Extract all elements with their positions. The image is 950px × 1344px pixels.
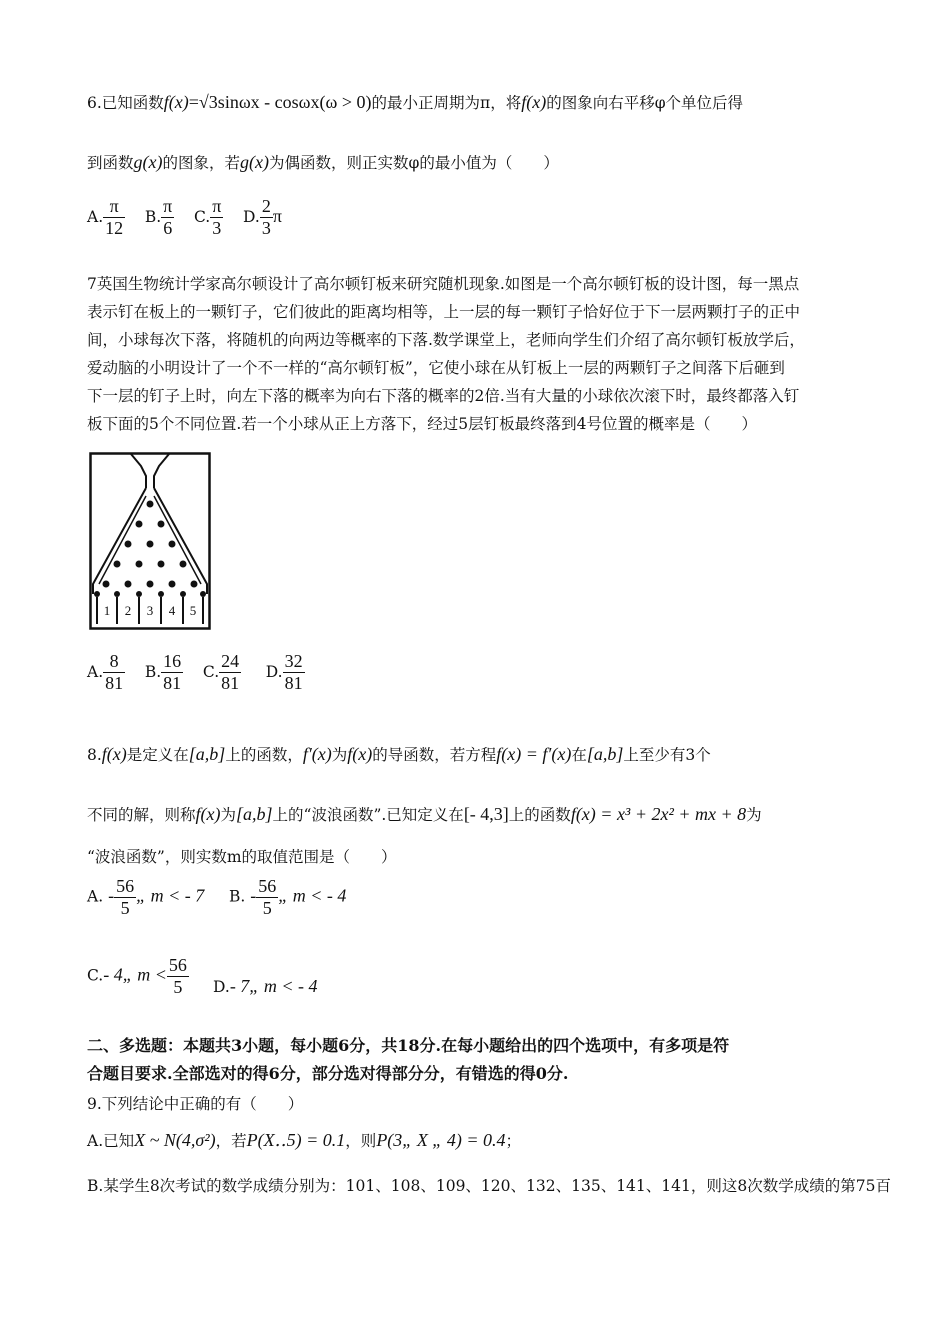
q8-option-b: B. - $\frac{56}{5}$ „ m < - 4: [229, 876, 347, 918]
q9-option-a: A.已知X ~ N(4,σ²)，若P(X‥5) = 0.1，则P(3„ X „ 4) = 0.4；: [87, 1130, 521, 1150]
q6-line1: 6.已知函数f(x)=√3sinωx - cosωx(ω > 0)的最小正周期为π，将f(x)的图象向右平移φ个单位后得: [87, 92, 744, 112]
q9-option-b: B.某学生8次考试的数学成绩分别为：101、108、109、120、132、135、141、141，则这8次数学成绩的第75百: [87, 1177, 891, 1195]
math-fx: f(x): [163, 92, 189, 112]
q8-line1: 8.f(x)是定义在[a,b]上的函数，f′(x)为f(x)的导函数，若方程f(x) = f′(x)在[a,b]上至少有3个: [87, 744, 711, 764]
option-d: D. $\frac{32}{81}$: [265, 651, 303, 693]
option-b: B. $\frac{\pi}{6}$: [144, 196, 173, 238]
q8-line3: “波浪函数”，则实数m的取值范围是（ ）: [87, 848, 397, 866]
option-d: D. $\frac{2}{3}$ π: [243, 196, 282, 238]
q7-options: [87, 651, 305, 694]
option-b: B. $\frac{16}{81}$: [144, 651, 182, 693]
q8-option-d: D.- 7„ m < - 4: [213, 976, 318, 996]
math-formula: =√3sinωx - cosωx(ω > 0): [188, 92, 372, 112]
slot-1: 1: [103, 603, 111, 618]
slot-3: 3: [146, 603, 154, 618]
slot-2: 2: [124, 603, 132, 618]
section-2-header: 二、多选题：本题共3小题，每小题6分，共18分.在每小题给出的四个选项中，有多项是符 合题目要求.全部选对的得6分，部分选对得部分分，有错选的得0分.: [87, 1036, 730, 1083]
q9-stem: 9.下列结论中正确的有（ ）: [87, 1095, 304, 1113]
slot-4: 4: [168, 603, 176, 618]
q7-stem: 7英国生物统计学家高尔顿设计了高尔顿钉板来研究随机现象.如图是一个高尔顿钉板的设计图，每一黑点 表示钉在板上的一颗钉子，它们彼此的距离均相等，上一层的每一颗钉子恰好位于下一层两颗打子的正中 间，小球每次下落，将随机的向两边等概率的下落.数学课堂上，老师向学生们介绍了高尔顿钉板放学后， 爱动脑的小明设计了一个不一样的“高尔顿钉板”，它使小球在从钉板上一层的两颗钉子之间落下后砸到 下一层的钉子上时，向左下落的概率为向右下落的概率的2倍.当有大量的小球依次滚下时，最终都落入钉 板下面的5个不同位置.若一个小球从正上方落下，经过5层钉板最终落到4号位置的概率是（ ）: [87, 275, 805, 433]
option-c: C. $\frac{\pi}{3}$: [193, 196, 222, 238]
q8-line2: 不同的解，则称f(x)为[a,b]上的“波浪函数”.已知定义在[- 4,3]上的函数f(x) = x³ + 2x² + mx + 8为: [87, 804, 762, 824]
pegs: [94, 501, 206, 598]
option-a: A. $\frac{\pi}{12}$: [87, 196, 124, 238]
slot-5: 5: [189, 603, 197, 618]
q6-line2: 到函数g(x)的图象，若g(x)为偶函数，则正实数φ的最小值为（ ）: [87, 152, 559, 172]
q8-option-a: A. - $\frac{56}{5}$ „ m < - 7: [87, 876, 205, 918]
option-a: A. $\frac{8}{81}$: [87, 651, 124, 693]
q8-option-c: C.- 4„ m < $\frac{56}{5}$: [87, 955, 187, 997]
galton-board-figure: [89, 452, 211, 630]
option-c: C. $\frac{24}{81}$: [202, 651, 240, 693]
q6-options: [87, 196, 282, 239]
